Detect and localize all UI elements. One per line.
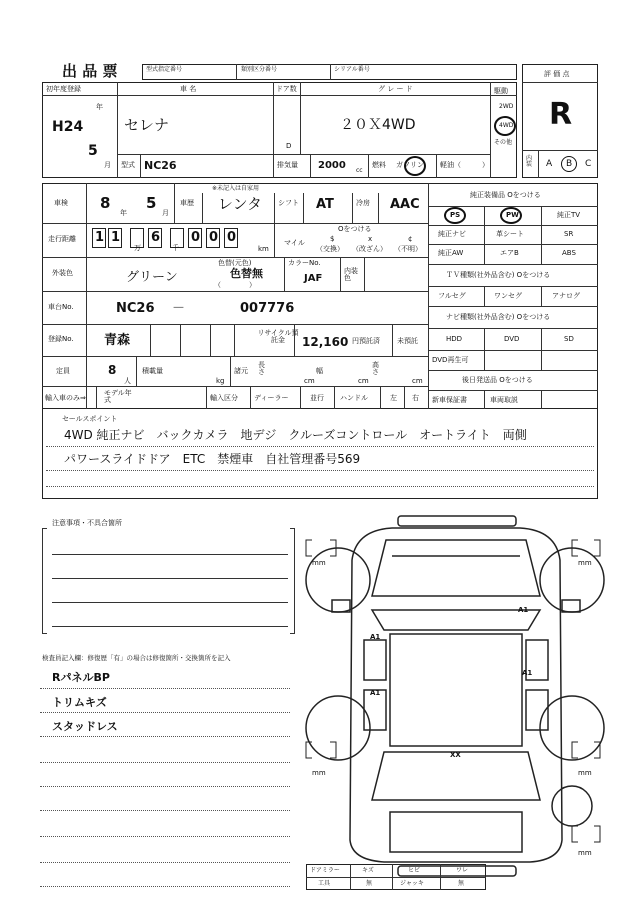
note-line: トリムキズ xyxy=(52,696,107,709)
navi-sd: SD xyxy=(564,335,574,343)
import-class-label: 輸入区分 xyxy=(210,394,238,402)
bt-mirror: ドアミラー xyxy=(310,867,340,874)
mileage-label: 走行距離 xyxy=(48,235,76,243)
color-no-label: カラーNo. xyxy=(288,259,321,267)
unknown-label: （不明） xyxy=(394,245,422,253)
car-name: セレナ xyxy=(124,116,170,134)
drive-label: 駆動 xyxy=(494,87,508,95)
later-warranty: 新車保証書 xyxy=(432,396,467,404)
handle-label: ハンドル xyxy=(340,394,368,402)
bt-jack: ジャッキ xyxy=(400,880,424,887)
mileage-digit: 0 xyxy=(209,230,219,245)
sheet-title: 出 品 票 xyxy=(62,62,118,80)
navi-dvd: DVD xyxy=(504,335,520,343)
equip-abs: ABS xyxy=(562,249,576,257)
parallel-label: 並行 xyxy=(310,394,324,402)
interior-b-circle xyxy=(561,156,577,172)
navi-header: ナビ種類(社外品含む) Oをつける xyxy=(446,313,551,321)
shaken-label: 車検 xyxy=(54,199,68,207)
left-label: 左 xyxy=(390,394,397,402)
load-label: 積載量 xyxy=(142,367,163,375)
shaken-month: 5 xyxy=(146,194,157,212)
equip-sr: SR xyxy=(564,230,574,238)
note-line: スタッドレス xyxy=(52,720,118,733)
interior-opt-c: C xyxy=(585,159,592,169)
grade: ２０Ｘ4WD xyxy=(340,117,416,133)
equip-airbag: エアB xyxy=(500,249,519,257)
mileage-digit: 0 xyxy=(227,230,237,245)
shift-label: シフト xyxy=(278,199,299,207)
mark-label: Oをつける xyxy=(338,225,372,233)
bt-tools-value: 無 xyxy=(366,880,373,887)
tv-header: ＴＶ種類(社外品含む) Oをつける xyxy=(446,271,551,279)
chassis-label: 車台No. xyxy=(48,303,74,311)
displacement-label: 排気量 xyxy=(277,161,298,169)
mile-label: マイル xyxy=(284,239,305,247)
bt-jack-value: 無 xyxy=(458,880,465,887)
note-line: RパネルBP xyxy=(52,671,110,684)
damage-mark: XX xyxy=(450,751,461,759)
first-reg-label: 初年度登録 xyxy=(46,85,81,93)
reg: 青森 xyxy=(104,333,131,348)
first-reg-month: 5 xyxy=(88,143,98,159)
ac-label: 冷房 xyxy=(356,199,370,207)
grade-label: グ レ ー ド xyxy=(378,85,413,93)
damage-mark: A1 xyxy=(370,689,381,697)
displacement: 2000 xyxy=(318,160,346,171)
drive-4wd-circle xyxy=(494,116,516,136)
chassis-prefix: NC26 xyxy=(116,301,155,316)
equip-pw-circle xyxy=(500,207,522,224)
import-label: 輸入車のみ⇒ xyxy=(45,394,86,402)
later-header: 後日発送品 Oをつける xyxy=(462,376,533,384)
mileage-digit: 6 xyxy=(151,230,161,245)
fuel-gasoline-circle xyxy=(404,156,426,176)
length-label: 長さ xyxy=(258,361,265,376)
drive-other: その他 xyxy=(494,139,513,146)
color-label: 外装色 xyxy=(52,269,73,277)
color-no: JAF xyxy=(304,273,323,284)
history-note: ※未記入は自家用 xyxy=(212,185,260,192)
mileage-digit: 0 xyxy=(191,230,201,245)
navi-hdd: HDD xyxy=(446,335,463,343)
ac: AAC xyxy=(390,197,420,212)
equip-pw: PW xyxy=(506,211,519,219)
exchange-label: （交換） xyxy=(316,245,344,253)
fuel-gasoline: ガソリン xyxy=(396,161,424,169)
history-label: 車歴 xyxy=(180,199,194,207)
shaken-year: 8 xyxy=(100,194,111,212)
first-reg-year: H24 xyxy=(52,119,84,135)
model-year-label: モデル年式 xyxy=(104,389,132,404)
bt-scratch: キズ xyxy=(362,867,374,874)
sales-points-line1: 4WD 純正ナビ バックカメラ 地デジ クルーズコントロール オートライト 両側 xyxy=(64,428,527,442)
tv-analog: アナログ xyxy=(552,292,580,300)
mileage-digit: 1 xyxy=(95,230,105,245)
model-cert-label: 型式指定番号 xyxy=(146,66,183,73)
recycle-amount: 12,160 xyxy=(302,335,349,349)
right-label: 右 xyxy=(412,394,419,402)
fuel-label: 燃料 xyxy=(372,161,386,169)
exterior-color: グリーン xyxy=(126,270,178,285)
fuel-diesel: 軽油（ xyxy=(440,161,461,169)
mileage-digit: 1 xyxy=(111,230,121,245)
serial-label: シリアル番号 xyxy=(334,66,370,73)
capacity: 8 xyxy=(108,363,117,377)
car-name-label: 車 名 xyxy=(180,85,197,93)
doors-label: ドア数 xyxy=(276,85,297,93)
interior-color-label: 内装色 xyxy=(344,267,358,282)
history: レンタ xyxy=(218,195,263,213)
interior-opt-a: A xyxy=(546,159,553,169)
tv-fullseg: フルセグ xyxy=(438,292,466,300)
equip-leather: 革シート xyxy=(496,230,524,238)
later-manual: 車両取説 xyxy=(490,396,518,404)
inspector-label: 検査員記入欄：修復歴「有」の場合は修復箇所・交換箇所を記入 xyxy=(42,654,231,662)
dims-label: 諸元 xyxy=(234,367,248,375)
equip-navi: 純正ナビ xyxy=(438,230,466,238)
equipment-header: 純正装備品 Oをつける xyxy=(470,191,541,199)
equip-ps-circle xyxy=(444,207,466,224)
model-label: 型式 xyxy=(121,161,135,169)
equip-ps: PS xyxy=(450,211,461,219)
color-change: 色替無 xyxy=(230,267,263,280)
drive-2wd: 2WD xyxy=(499,103,514,110)
modified-label: （改ざん） xyxy=(352,245,387,253)
width-label: 幅 xyxy=(316,367,323,375)
sales-points-line2: パワースライドドア ETC 禁煙車 自社管理番号569 xyxy=(64,452,361,466)
rating-score: R xyxy=(549,97,573,132)
recycle-not: 未預託 xyxy=(397,337,418,345)
recycle-label: リサイクル預託金 xyxy=(257,329,299,344)
dealer-label: ディーラー xyxy=(254,394,289,402)
bt-break: ワレ xyxy=(456,867,469,874)
tv-oneseg: ワンセグ xyxy=(494,292,522,300)
damage-mark: A1 xyxy=(522,669,533,677)
damage-mark: A1 xyxy=(370,633,381,641)
equip-aw: 純正AW xyxy=(438,249,464,257)
drive-4wd: 4WD xyxy=(499,122,514,129)
height-label: 高さ xyxy=(372,361,379,376)
equip-tv: 純正TV xyxy=(557,211,581,219)
notes-label: 注意事項・不具合箇所 xyxy=(52,519,122,527)
reg-label: 登録No. xyxy=(48,335,74,343)
damage-mark: A1 xyxy=(518,606,529,614)
bt-crack: ヒビ xyxy=(408,867,421,874)
bt-tools: 工具 xyxy=(318,880,331,887)
capacity-label: 定員 xyxy=(56,367,70,375)
dvd-label: DVD再生可 xyxy=(432,356,469,364)
model: NC26 xyxy=(144,159,177,172)
chassis-number: 007776 xyxy=(240,301,295,316)
rating-label: 評 価 点 xyxy=(544,70,570,78)
color-change-label: 色替(元色) xyxy=(218,259,252,267)
category-label: 類別区分番号 xyxy=(241,66,278,73)
sales-points-label: セールスポイント xyxy=(62,415,118,423)
interior-opt-b: B xyxy=(566,159,573,169)
interior-rating-label: 内装 xyxy=(526,155,533,168)
shift: AT xyxy=(316,197,334,212)
